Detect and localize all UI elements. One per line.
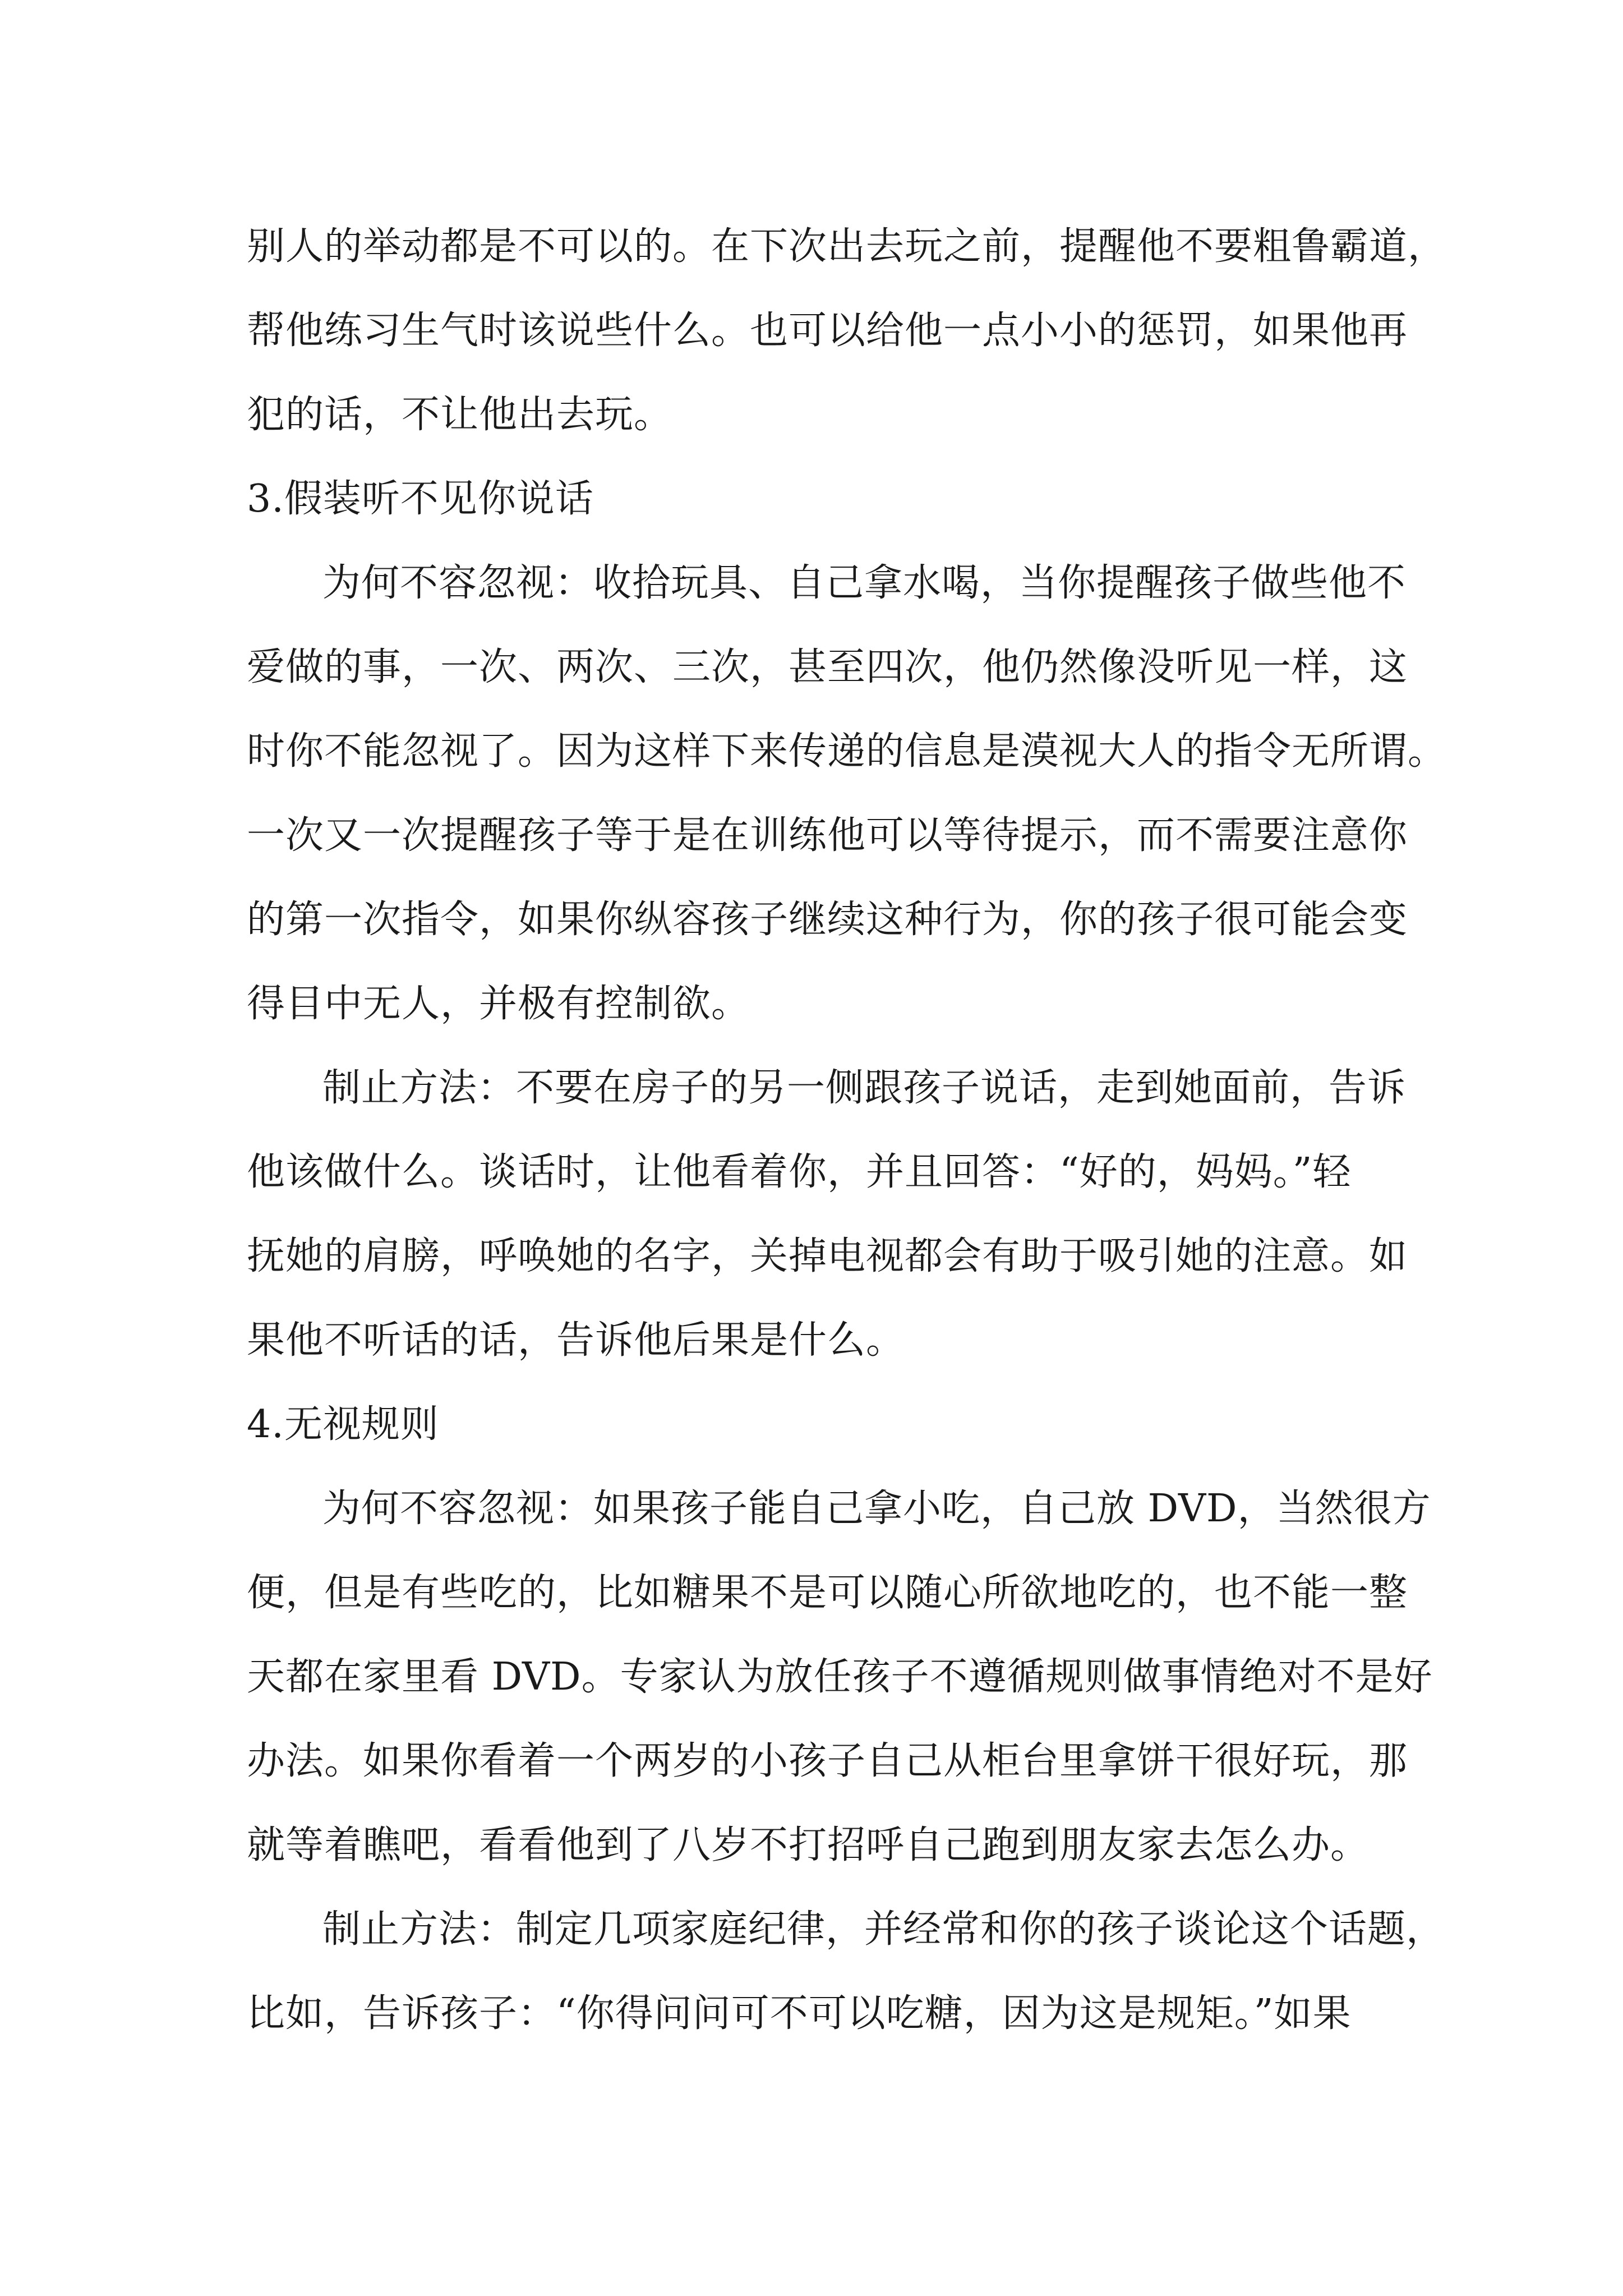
paragraph-line: 比如，告诉孩子：“你得问问可不可以吃糖，因为这是规矩。”如果	[247, 1991, 1352, 2036]
paragraph-line: 制止方法：不要在房子的另一侧跟孩子说话，走到她面前，告诉	[322, 1066, 1407, 1110]
paragraph-line: 办法。如果你看着一个两岁的小孩子自己从柜台里拿饼干很好玩，那	[247, 1739, 1408, 1783]
paragraph-line: 他该做什么。谈话时，让他看着你，并且回答：“好的，妈妈。”轻	[247, 1150, 1352, 1194]
paragraph-line: 就等着瞧吧，看看他到了八岁不打招呼自己跑到朋友家去怎么办。	[247, 1823, 1370, 1867]
paragraph-line: 便，但是有些吃的，比如糖果不是可以随心所欲地吃的，也不能一整	[247, 1571, 1408, 1615]
paragraph-line: 一次又一次提醒孩子等于是在训练他可以等待提示，而不需要注意你	[247, 813, 1408, 858]
section-heading: 4.无视规则	[247, 1402, 439, 1447]
paragraph-line: 爱做的事，一次、两次、三次，甚至四次，他仍然像没听见一样，这	[247, 645, 1408, 689]
paragraph-line: 的第一次指令，如果你纵容孩子继续这种行为，你的孩子很可能会变	[247, 898, 1408, 942]
paragraph-line: 果他不听话的话，告诉他后果是什么。	[247, 1318, 905, 1363]
paragraph-line: 制止方法：制定几项家庭纪律，并经常和你的孩子谈论这个话题，	[322, 1907, 1445, 1952]
paragraph-line: 别人的举动都是不可以的。在下次出去玩之前，提醒他不要粗鲁霸道，	[247, 224, 1447, 269]
paragraph-line: 帮他练习生气时该说些什么。也可以给他一点小小的惩罚，如果他再	[247, 309, 1408, 353]
paragraph-line: 天都在家里看 DVD。专家认为放任孩子不遵循规则做事情绝对不是好	[247, 1655, 1433, 1699]
section-heading: 3.假装听不见你说话	[247, 477, 594, 521]
paragraph-line: 为何不容忽视：收拾玩具、自己拿水喝，当你提醒孩子做些他不	[322, 561, 1407, 605]
paragraph-line: 得目中无人，并极有控制欲。	[247, 982, 750, 1026]
paragraph-line: 犯的话，不让他出去玩。	[247, 393, 673, 437]
paragraph-line: 时你不能忽视了。因为这样下来传递的信息是漠视大人的指令无所谓。	[247, 729, 1447, 774]
paragraph-line: 为何不容忽视：如果孩子能自己拿小吃，自己放 DVD，当然很方	[322, 1487, 1431, 1531]
paragraph-line: 抚她的肩膀，呼唤她的名字，关掉电视都会有助于吸引她的注意。如	[247, 1234, 1408, 1278]
